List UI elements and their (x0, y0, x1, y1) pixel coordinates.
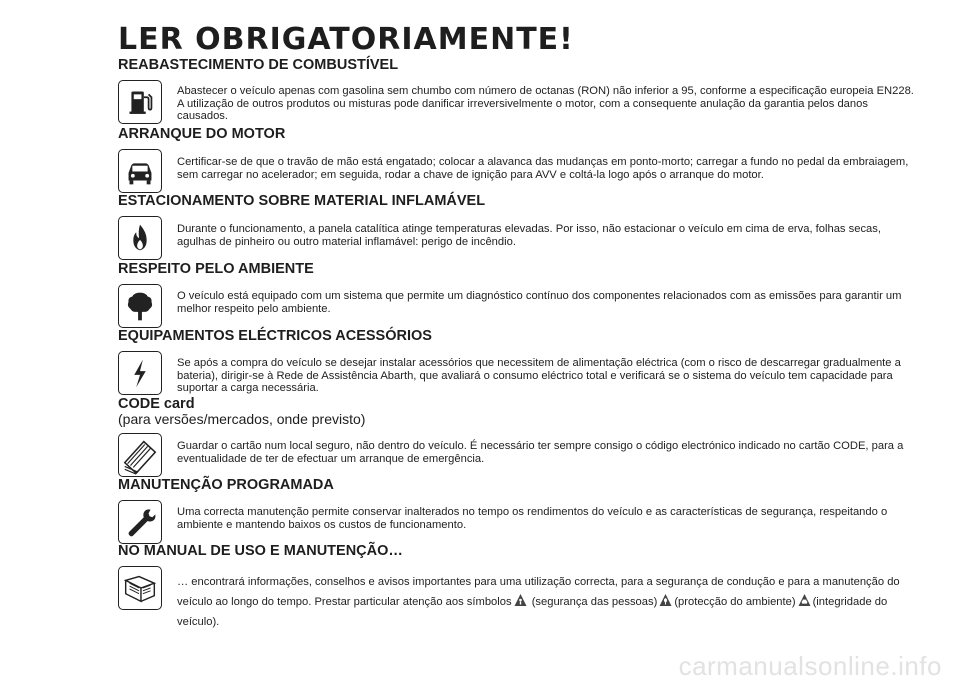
section-heading-code-card: CODE card (118, 396, 195, 412)
flame-icon (118, 216, 162, 260)
section-text-environment: O veículo está equipado com um sistema que permite um diagnóstico contínuo dos componentes relacionados com as emissões para garantir um melhor respeito pelo ambiente. (177, 290, 902, 315)
section-heading-maintenance: MANUTENÇÃO PROGRAMADA (118, 477, 334, 493)
section-heading-fuel: REABASTECIMENTO DE COMBUSTÍVEL (118, 57, 399, 73)
section-text-engine-start: Certificar-se de que o travão de mão está engatado; colocar a alavanca das mudanças em ponto-morto; carregar a fundo no pedal da embraiagem, sem carregar no acelerador; em seguida, rodar a chave de ignição para AVV e coltá-la logo após o arranque do motor. (177, 156, 909, 181)
warning-person-icon (514, 593, 527, 607)
section-text-maintenance: Uma correcta manutenção permite conservar inalterados no tempo os rendimentos do veículo e as características de segurança, respeitando o ambiente e mantendo baixos os custos de funcionamento. (177, 506, 888, 531)
manual-book-icon (118, 566, 162, 610)
section-heading-parking: ESTACIONAMENTO SOBRE MATERIAL INFLAMÁVEL (118, 193, 486, 209)
tree-icon (118, 284, 162, 328)
fuel-pump-icon (118, 80, 162, 124)
manual-text-part-2: (segurança das pessoas) (531, 596, 658, 608)
section-text-electrical: Se após a compra do veículo se desejar instalar acessórios que necessitem de alimentação eléctrica (com o risco de descarregar gradualmente a bateria), dirigir-se à Rede de Assistência Abarth, que avaliará o consumo eléctrico total e verificará se o sistema do veículo tem capacidade para suportar a carga necessária. (177, 357, 901, 395)
manual-text-part-4: (integridade do veículo). (177, 596, 888, 628)
manual-text-part-1: … encontrará informações, conselhos e avisos importantes para uma utilização correcta, para a segurança de condução e para a manutenção do veículo ao longo do tempo. Prestar particular atenção aos símbolos (177, 576, 900, 608)
manual-text-part-3: (protecção do ambiente) (674, 596, 796, 608)
car-icon (118, 149, 162, 193)
lightning-icon (118, 351, 162, 395)
section-heading-engine-start: ARRANQUE DO MOTOR (118, 126, 286, 142)
warning-vehicle-icon (798, 593, 811, 607)
section-heading-manual: NO MANUAL DE USO E MANUTENÇÃO… (118, 543, 403, 559)
section-heading-environment: RESPEITO PELO AMBIENTE (118, 261, 314, 277)
section-subheading-code-card: (para versões/mercados, onde previsto) (118, 411, 366, 427)
page-title: LER OBRIGATORIAMENTE! (118, 22, 574, 57)
code-card-icon (118, 433, 162, 477)
wrench-icon (118, 500, 162, 544)
section-text-fuel: Abastecer o veículo apenas com gasolina sem chumbo com número de octanas (RON) não inferior a 95, conforme a especificação europeia EN228. A utilização de outros produtos ou misturas pode danificar irreversivelmente o motor, com a consequente anulação da garantia pelos danos causados. (177, 85, 914, 123)
section-text-parking: Durante o funcionamento, a panela catalítica atinge temperaturas elevadas. Por isso, não estacionar o veículo em cima de erva, folhas secas, agulhas de pinheiro ou outro material inflamável: perigo de incêndio. (177, 223, 881, 248)
section-heading-electrical: EQUIPAMENTOS ELÉCTRICOS ACESSÓRIOS (118, 328, 432, 344)
section-text-code-card: Guardar o cartão num local seguro, não dentro do veículo. É necessário ter sempre consigo o código electrónico indicado no cartão CODE, para a eventualidade de ter de efectuar um arranque de emergência. (177, 440, 904, 465)
watermark: carmanualsonline.info (678, 651, 942, 681)
warning-environment-icon (659, 593, 672, 607)
section-text-manual (177, 572, 917, 632)
